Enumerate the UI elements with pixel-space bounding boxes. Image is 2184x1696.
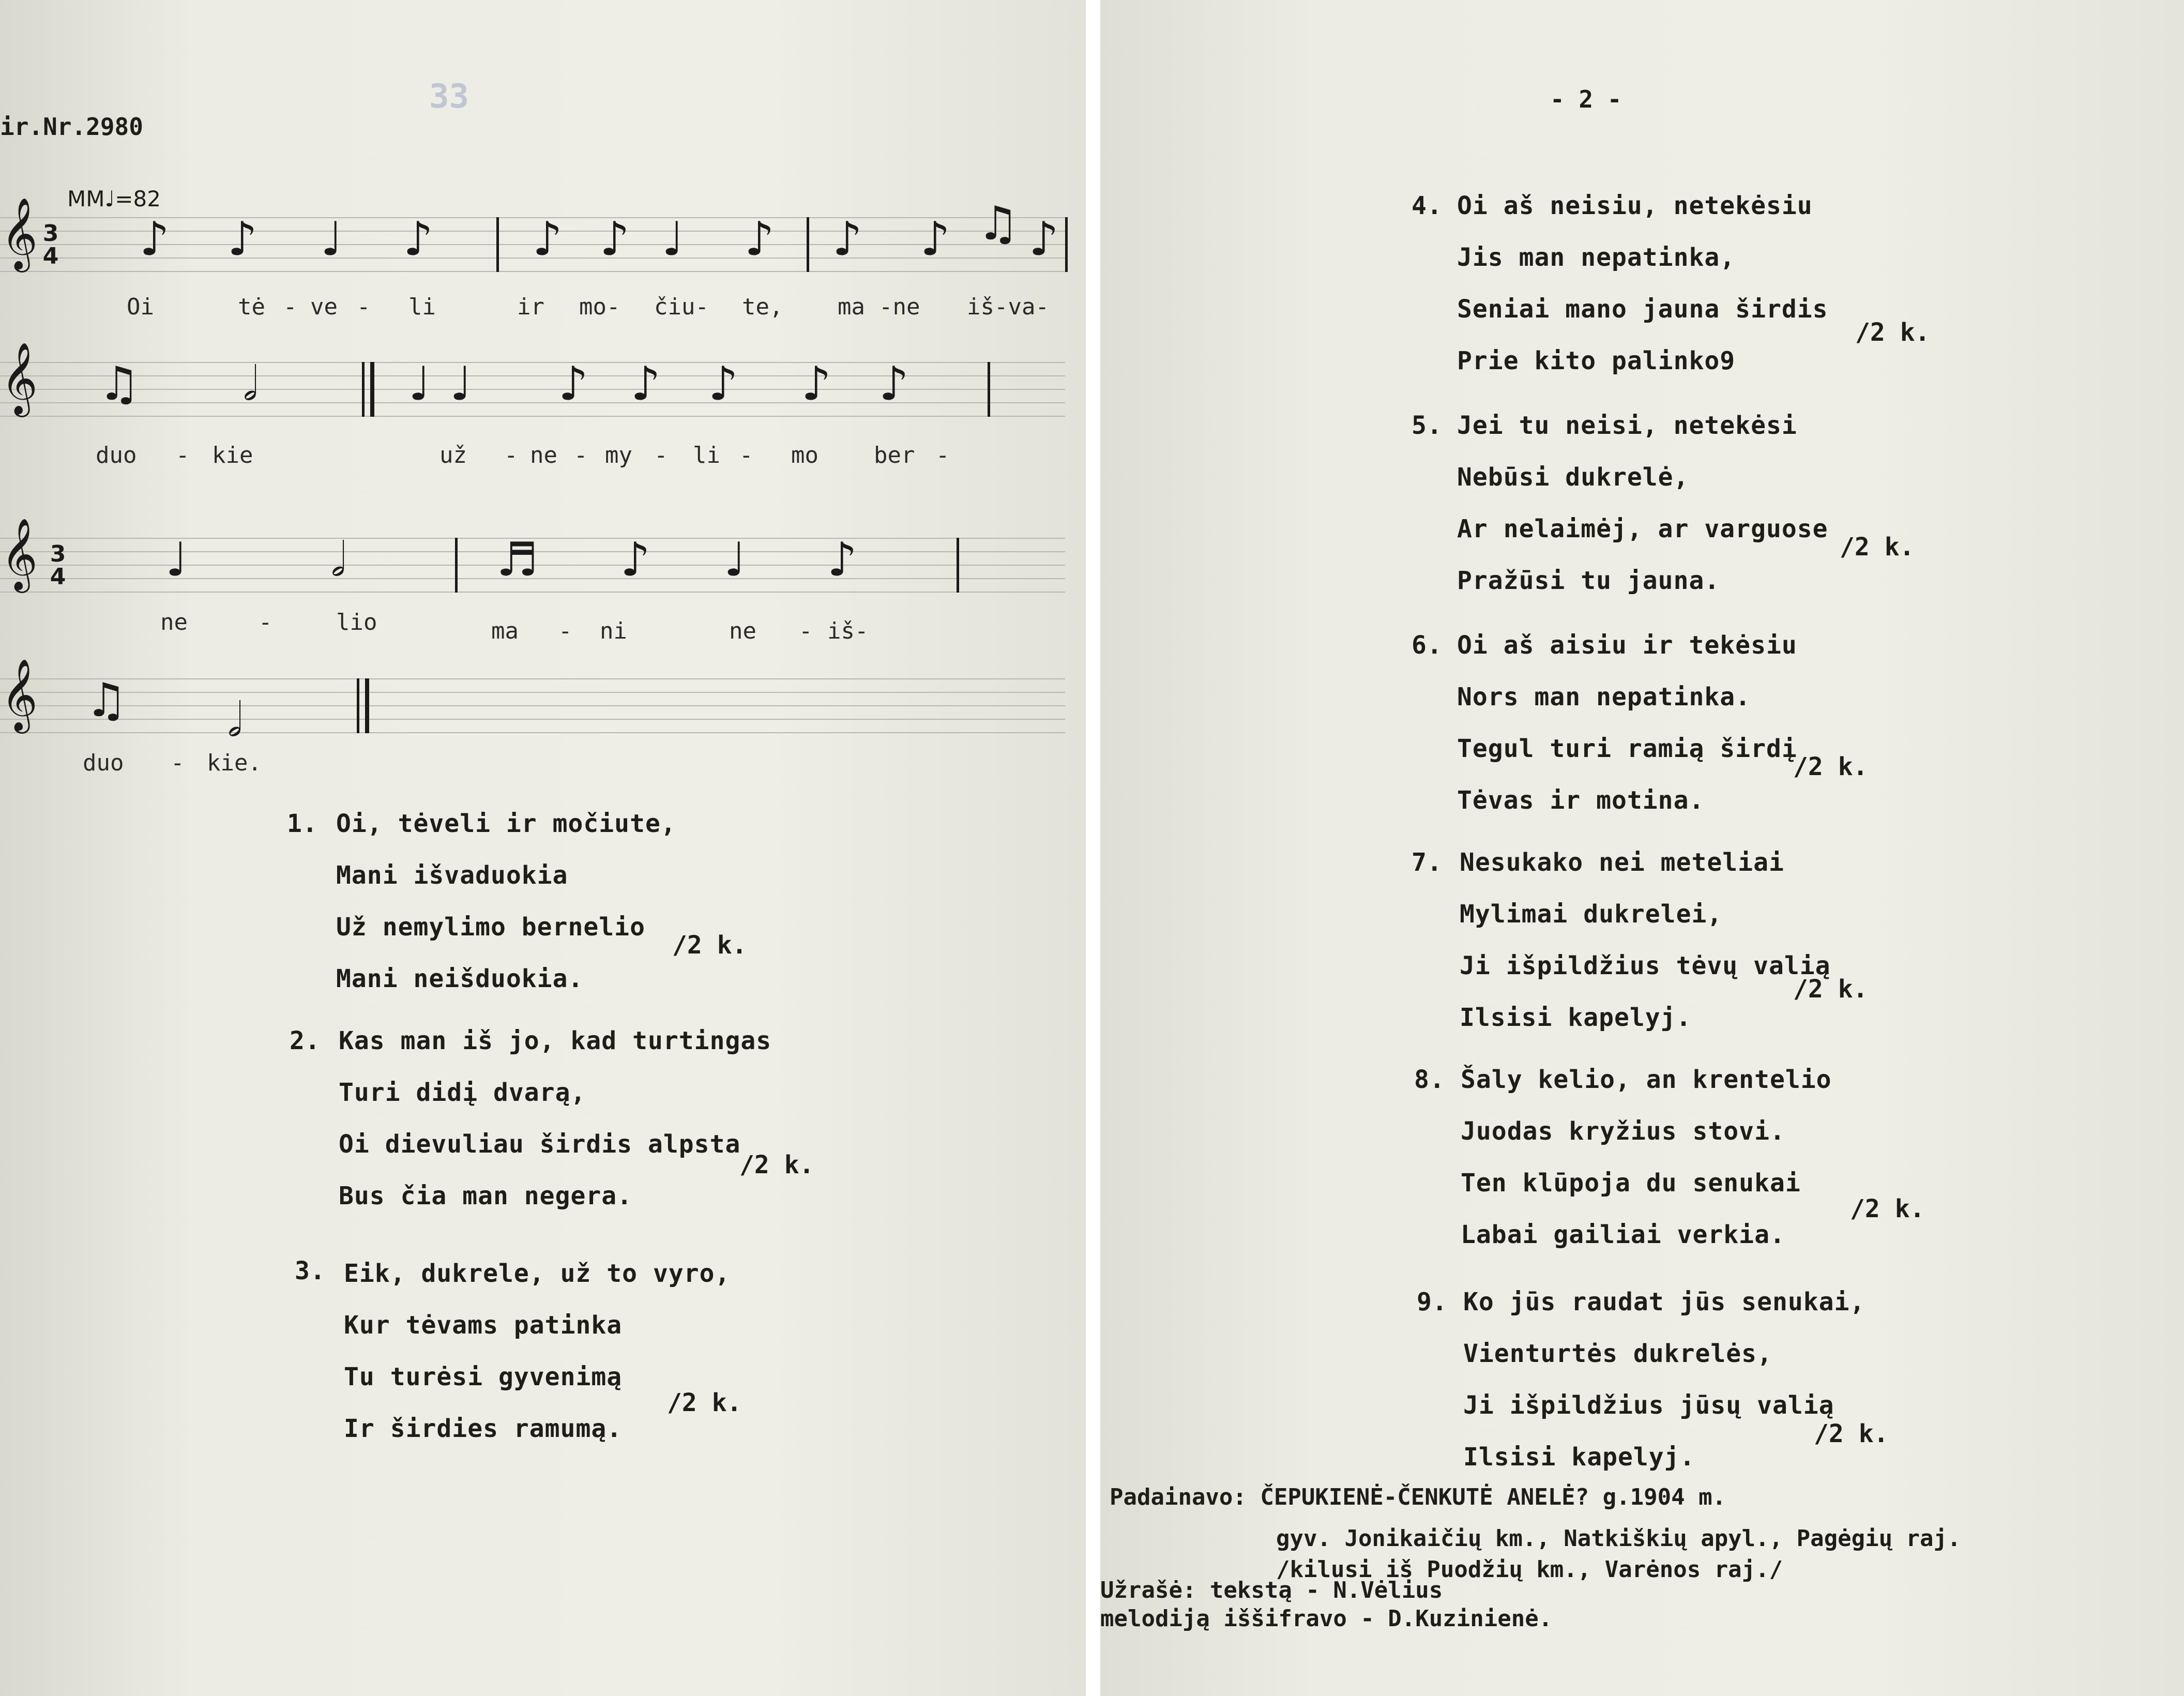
repeat-marker: /2 k. xyxy=(1850,1194,1925,1223)
note-icon: ♪ xyxy=(745,212,775,266)
note-icon: ♪ xyxy=(620,533,650,587)
repeat-marker: /2 k. xyxy=(1793,752,1868,781)
note-icon: 𝅗𝅥 xyxy=(228,693,242,747)
note-icon: ♪ xyxy=(801,357,831,411)
note-icon: ♪ xyxy=(403,212,433,266)
note-icon: ♪ xyxy=(631,357,661,411)
note-icon: ♪ xyxy=(827,533,857,587)
note-icon: 𝅗𝅥 xyxy=(243,357,258,411)
note-icon: ♫ xyxy=(85,673,127,728)
note-icon: ♩ xyxy=(408,357,431,411)
note-icon: ♩ xyxy=(724,533,746,587)
residence-line: gyv. Jonikaičių km., Natkiškių apyl., Pagėgių raj. xyxy=(1276,1525,1961,1552)
performer-line: Padainavo: ČEPUKIENĖ-ČENKUTĖ ANELĖ? g.1904 m. xyxy=(1110,1484,1726,1510)
repeat-marker: /2 k. xyxy=(1855,318,1930,347)
note-icon: ♩ xyxy=(450,357,472,411)
page-number: - 2 - xyxy=(1550,85,1622,113)
repeat-marker: /2 k. xyxy=(739,1150,814,1179)
note-icon: ♪ xyxy=(140,212,170,266)
note-icon: ♪ xyxy=(533,212,563,266)
note-icon: ♩ xyxy=(165,533,188,587)
note-icon: ♪ xyxy=(1029,212,1059,266)
origin-line: /kilusi iš Puodžių km., Varėnos raj./ xyxy=(1276,1556,1783,1583)
treble-clef-icon: 𝄞 xyxy=(1,518,38,590)
left-page: 33 ir.Nr.2980 MM♩=82 𝄞 3 4 ♪ ♪ ♩ ♪ ♪ ♪ ♩ ♪ ♪ ♪ ♫ ♪ Oi tė - ve - li ir mo- čiu- te, ma -ne iš-va- 𝄞 ♫ 𝅗𝅥 ♩ ♩ ♪ ♪ ♪ ♪ ♪ duo - kie už - ne - my - li - mo ber - 𝄞 3 4 ♩ 𝅗𝅥 ♬ ♪ ♩ ♪ ne - lio ma - ni ne - iš- 𝄞 ♫ 𝅗𝅥 duo - kie. 1. Oi, tėveli ir močiute, Mani išvaduokia Už nemylimo bernelio Mani neišduokia. /2 k. 2. Kas man iš jo, kad turtingas Turi didį dvarą, Oi dievuliau širdis alpsta Bus čia man negera. /2 k. 3. Eik, dukrele, už to vyro, Kur tėvams patinka Tu turėsi gyvenimą Ir širdies ramumą. /2 k. xyxy=(0,0,1086,1696)
note-icon: ♫ xyxy=(98,357,140,411)
repeat-marker: /2 k. xyxy=(1814,1419,1889,1448)
note-icon: ♫ xyxy=(977,196,1019,251)
archive-number: ir.Nr.2980 xyxy=(0,113,143,141)
note-icon: ♪ xyxy=(879,357,909,411)
note-icon: ♬ xyxy=(496,533,538,587)
time-signature: 3 4 xyxy=(42,220,59,269)
text-recorder-line: Užrašė: tekstą - N.Vėlius xyxy=(1100,1577,1443,1603)
note-icon: ♪ xyxy=(228,212,257,266)
note-icon: ♩ xyxy=(662,212,684,266)
note-icon: ♪ xyxy=(708,357,738,411)
repeat-marker: /2 k. xyxy=(1840,533,1915,562)
page-gutter xyxy=(1086,0,1100,1696)
right-page: - 2 - 4. Oi aš neisiu, netekėsiu Jis man nepatinka, Seniai mano jauna širdis Prie kito palinko9 /2 k. 5. Jei tu neisi, netekėsi Nebūsi dukrelė, Ar nelaimėj, ar varguose Pražūsi tu jauna. /2 k. 6. Oi aš aisiu ir tekėsiu Nors man nepatinka. Tegul turi ramią širdį Tėvas ir motina. /2 k. 7. Nesukako nei meteliai Mylimai dukrelei, Ji išpildžius tėvų valią Ilsisi kapelyj. /2 k. 8. Šaly kelio, an krentelio Juodas kryžius stovi. Ten klūpoja du senukai Labai gailiai verkia. /2 k. 9. Ko jūs raudat jūs senukai, Vienturtės dukrelės, Ji išpildžius jūsų valią Ilsisi kapelyj. /2 k. Padainavo: ČEPUKIENĖ-ČENKUTĖ ANELĖ? g.1904 m. gyv. Jonikaičių km., Natkiškių apyl., Pagėgių raj. /kilusi iš Puodžių km., Varėnos raj./ Užrašė: tekstą - N.Vėlius melodiją iššifravo - D.Kuzinienė. xyxy=(1100,0,2184,1696)
treble-clef-icon: 𝄞 xyxy=(1,659,38,731)
tempo-marking: MM♩=82 xyxy=(67,186,161,211)
repeat-marker: /2 k. xyxy=(1793,975,1868,1004)
note-icon: ♪ xyxy=(600,212,630,266)
repeat-marker: /2 k. xyxy=(667,1388,742,1417)
page-stamp-number: 33 xyxy=(429,78,469,116)
note-icon: ♩ xyxy=(321,212,343,266)
treble-clef-icon: 𝄞 xyxy=(1,342,38,414)
note-icon: ♪ xyxy=(558,357,588,411)
note-icon: 𝅗𝅥 xyxy=(331,533,346,587)
treble-clef-icon: 𝄞 xyxy=(1,198,38,269)
time-signature: 3 4 xyxy=(50,541,66,590)
note-icon: ♪ xyxy=(920,212,950,266)
note-icon: ♪ xyxy=(832,212,862,266)
repeat-marker: /2 k. xyxy=(672,931,747,960)
melody-recorder-line: melodiją iššifravo - D.Kuzinienė. xyxy=(1100,1606,1553,1632)
